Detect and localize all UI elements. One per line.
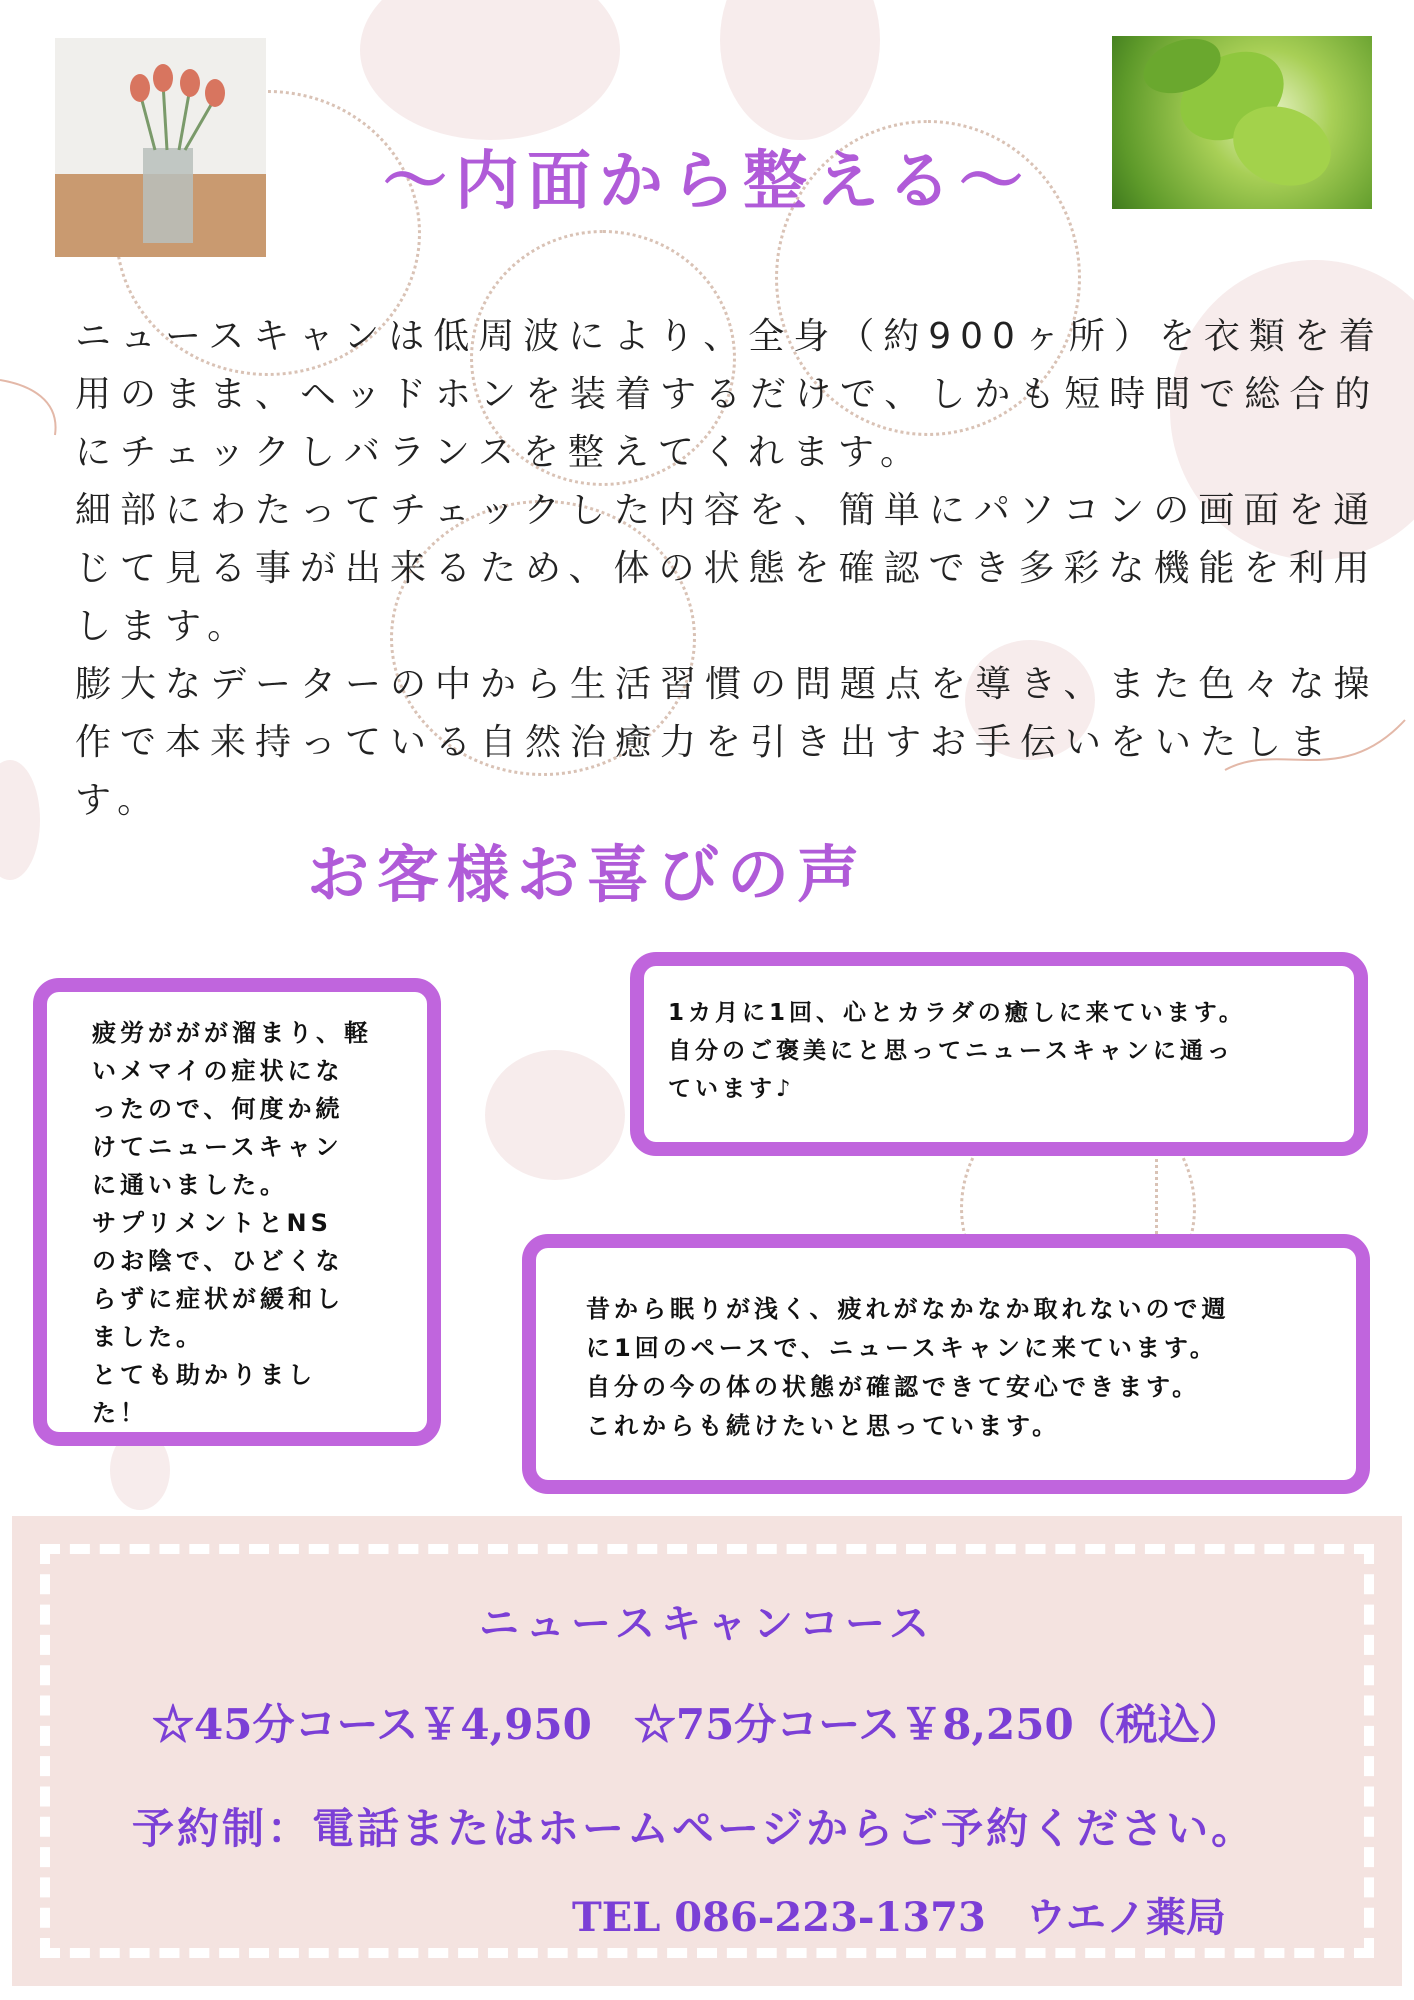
intro-paragraph: ニュースキャンは低周波により、全身（約900ヶ所）を衣類を着用のまま、ヘッドホンを装着するだけで、しかも短時間で総合的にチェックしバランスを整えてくれます。 — [75, 316, 1384, 473]
testimonial-line: 1カ月に1回、心とカラダの癒しに来ています。 — [668, 1000, 1246, 1026]
testimonial-line: らずに症状が緩和し — [92, 1285, 344, 1313]
page-title: 〜内面から整える〜 — [383, 145, 1031, 219]
background-blob — [360, 0, 620, 140]
testimonial-line: 昔から眠りが浅く、疲れがなかなか取れないので週 — [586, 1295, 1230, 1323]
intro-paragraph: 細部にわたってチェックした内容を、簡単にパソコンの画面を通じて見る事が出来るため、体の状態を確認でき多彩な機能を利用します。 — [75, 490, 1379, 647]
testimonial-line: サプリメントとNS — [92, 1209, 332, 1237]
course-title: ニュースキャンコース — [479, 1600, 935, 1647]
voices-title: お客様お喜びの声 — [306, 838, 867, 911]
course-info-panel — [12, 1516, 1402, 1986]
testimonial-box — [522, 1234, 1370, 1494]
background-blob — [485, 1050, 625, 1180]
testimonial-box — [33, 978, 441, 1446]
course-prices: ☆45分コース￥4,950 ☆75分コース￥8,250（税込） — [152, 1700, 1242, 1749]
swirl-decoration — [0, 360, 70, 440]
testimonial-line: に1回のペースで、ニュースキャンに来ています。 — [586, 1334, 1218, 1362]
testimonial-line: た！ — [92, 1399, 148, 1427]
background-blob — [720, 0, 880, 140]
testimonial-line: に通いました。 — [92, 1171, 288, 1199]
testimonial-line: 自分のご褒美にと思ってニュースキャンに通っ — [668, 1038, 1234, 1064]
testimonial-box — [630, 952, 1368, 1156]
testimonial-line: 自分の今の体の状態が確認できて安心できます。 — [586, 1373, 1201, 1401]
contact-phone: TEL 086-223-1373 ウエノ薬局 — [572, 1894, 1226, 1941]
testimonial-line: けてニュースキャン — [92, 1133, 343, 1161]
testimonial-line: ました。 — [92, 1323, 204, 1351]
intro-paragraph: 膨大なデーターの中から生活習慣の問題点を導き、また色々な操作で本来持っている自然治癒力を引き出すお手伝いをいたします。 — [75, 664, 1379, 821]
testimonial-line: いメマイの症状にな — [92, 1057, 344, 1085]
reservation-note: 予約制：電話またはホームページからご予約ください。 — [132, 1804, 1257, 1853]
testimonial-line: 疲労ががが溜まり、軽 — [92, 1019, 372, 1047]
testimonial-line: のお陰で、ひどくな — [92, 1247, 344, 1275]
testimonial-line: これからも続けたいと思っています。 — [586, 1412, 1061, 1440]
intro-text — [75, 308, 1395, 830]
testimonial-line: ています♪ — [668, 1076, 795, 1102]
testimonial-line: ったので、何度か続 — [92, 1095, 344, 1123]
testimonial-line: とても助かりまし — [92, 1361, 316, 1389]
